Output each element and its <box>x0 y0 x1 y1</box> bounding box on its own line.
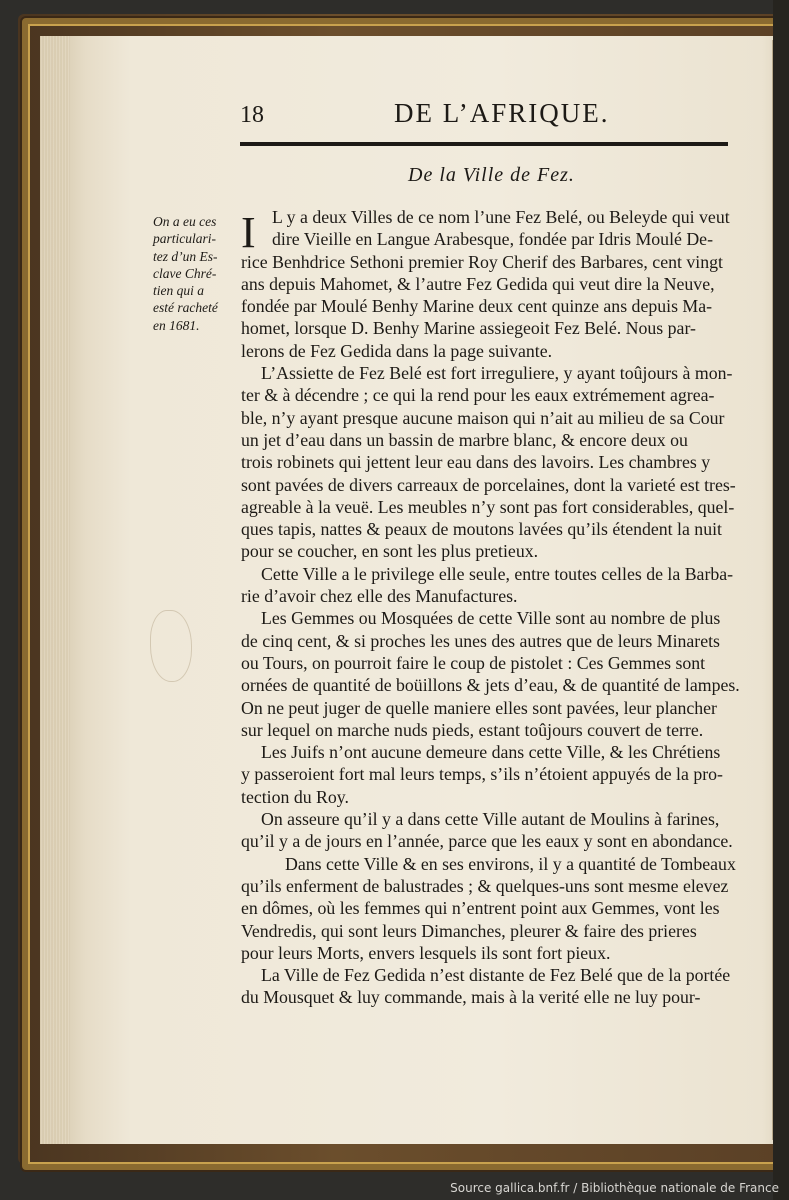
scan-background <box>773 0 789 1200</box>
body-line: La Ville de Fez Gedida n’est distante de Fez Belé que de la portée <box>261 965 731 986</box>
body-line: ter & à décendre ; ce qui la rend pour les eaux extrémement agrea- <box>241 385 715 406</box>
margin-note-line: en 1681. <box>153 317 200 333</box>
body-line: un jet d’eau dans un bassin de marbre blanc, & encore deux ou <box>241 429 688 450</box>
body-line: ou Tours, on pourroit faire le coup de pistolet : Ces Gemmes sont <box>241 652 706 673</box>
body-line: rie d’avoir chez elle des Manufactures. <box>241 586 518 607</box>
body-text <box>241 206 766 1009</box>
margin-note-line: esté racheté <box>153 300 218 316</box>
body-line: ornées de quantité de boüillons & jets d’eau, & de quantité de lampes. <box>241 675 740 696</box>
body-line: Les Gemmes ou Mosquées de cette Ville sont au nombre de plus <box>261 608 721 629</box>
body-line: dire Vieille en Langue Arabesque, fondée par Idris Moulé De- <box>272 229 713 250</box>
body-line: qu’il y a de jours en l’année, parce que les eaux y sont en abondance. <box>241 831 733 852</box>
body-line: y passeroient fort mal leurs temps, s’ils n’étoient appuyés de la pro- <box>241 764 723 785</box>
body-line: sont pavées de divers carreaux de porcelaines, dont la varieté est tres- <box>241 474 736 495</box>
body-line: du Mousquet & luy commande, mais à la verité elle ne luy pour- <box>241 987 701 1008</box>
body-line: L y a deux Villes de ce nom l’une Fez Belé, ou Beleyde qui veut <box>272 207 730 227</box>
body-line: homet, lorsque D. Benhy Marine assiegeoit Fez Belé. Nous par- <box>241 318 696 339</box>
body-line: de cinq cent, & si proches les unes des autres que de leurs Minarets <box>241 630 720 651</box>
paper-stain <box>150 610 192 682</box>
body-line: rice Benhdrice Sethoni premier Roy Cherif des Barbares, cent vingt <box>241 251 723 272</box>
margin-note <box>153 213 237 334</box>
body-line: Les Juifs n’ont aucune demeure dans cette Ville, & les Chrétiens <box>261 742 721 763</box>
page-number: 18 <box>240 102 264 128</box>
body-line: agreable à la veuë. Les meubles n’y sont pas fort considerables, quel- <box>241 496 735 517</box>
body-line: qu’ils enferment de balustrades ; & quelques-uns sont mesme elevez <box>241 875 729 896</box>
page-edges <box>40 36 70 1144</box>
margin-note-line: clave Chré- <box>153 265 217 281</box>
body-line: Dans cette Ville & en ses environs, il y a quantité de Tombeaux <box>285 853 736 874</box>
body-line: ques tapis, nattes & peaux de moutons lavées qu’ils étendent la nuit <box>241 519 722 540</box>
source-credit: Source gallica.bnf.fr / Bibliothèque nationale de France <box>450 1181 779 1195</box>
body-line: ans depuis Mahomet, & l’autre Fez Gedida qui veut dire la Neuve, <box>241 273 715 294</box>
body-line: en dômes, où les femmes qui n’entrent point aux Gemmes, vont les <box>241 898 720 919</box>
body-line: Cette Ville a le privilege elle seule, entre toutes celles de la Barba- <box>261 563 734 584</box>
running-head: DE L’AFRIQUE. <box>394 98 610 128</box>
margin-note-line: particulari- <box>153 231 216 247</box>
page-header <box>240 96 760 136</box>
body-line: sur lequel on marche nuds pieds, estant toûjours couvert de terre. <box>241 719 704 740</box>
body-line: On ne peut juger de quelle maniere elles sont pavées, leur plancher <box>241 697 717 718</box>
body-line: Vendredis, qui sont leurs Dimanches, pleurer & faire des prieres <box>241 920 697 941</box>
header-rule <box>240 142 728 146</box>
body-line: fondée par Moulé Benhy Marine deux cent quinze ans depuis Ma- <box>241 296 713 317</box>
body-line: On asseure qu’il y a dans cette Ville autant de Moulins à farines, <box>261 809 720 830</box>
margin-note-line: On a eu ces <box>153 214 217 229</box>
margin-note-line: tez d’un Es- <box>153 248 218 264</box>
section-title: De la Ville de Fez. <box>408 164 575 186</box>
body-line: L’Assiette de Fez Belé est fort irreguliere, y ayant toûjours à mon- <box>261 363 733 384</box>
body-line: pour leurs Morts, envers lesquels ils sont fort pieux. <box>241 942 611 963</box>
body-line: trois robinets qui jettent leur eau dans des lavoirs. Les chambres y <box>241 452 711 473</box>
body-line: pour se coucher, en sont les plus pretieux. <box>241 541 539 562</box>
margin-note-line: tien qui a <box>153 283 204 299</box>
drop-cap: I <box>241 208 256 257</box>
body-line: tection du Roy. <box>241 786 349 807</box>
body-line: lerons de Fez Gedida dans la page suivante. <box>241 340 553 361</box>
body-line: ble, n’y ayant presque aucune maison qui n’ait au milieu de sa Cour <box>241 407 725 428</box>
